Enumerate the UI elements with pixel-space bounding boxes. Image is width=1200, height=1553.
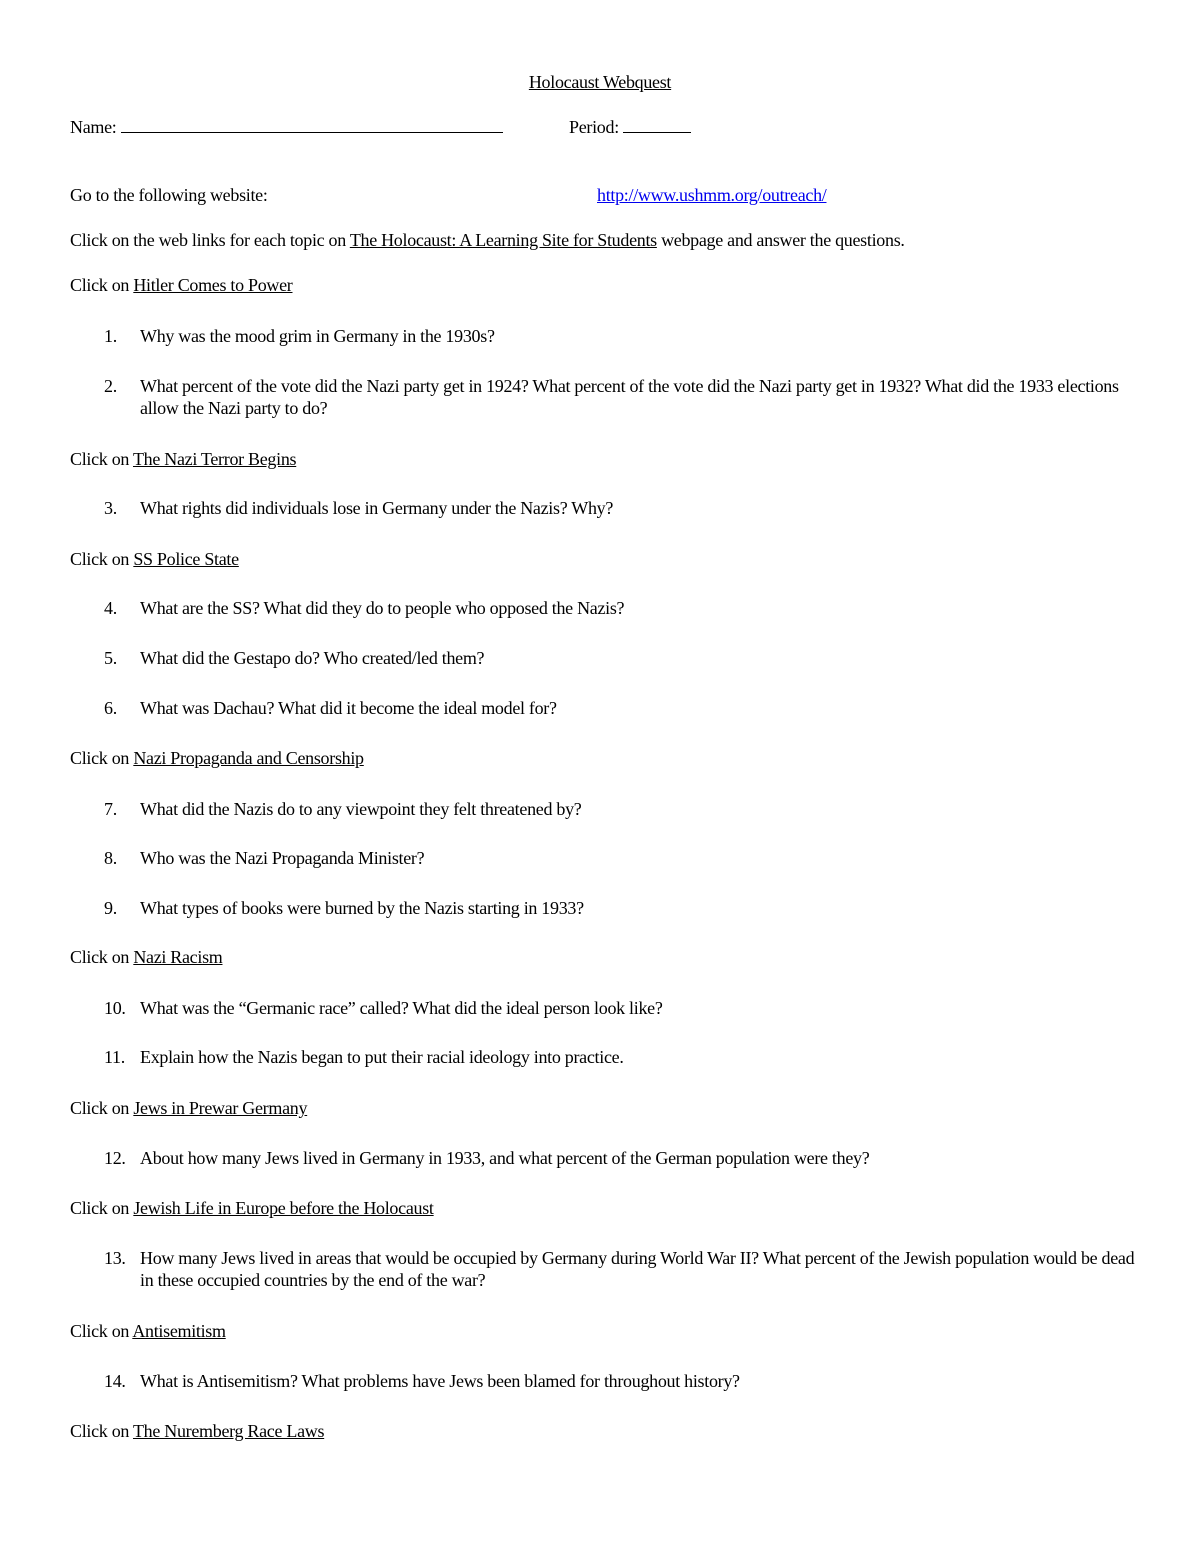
question-text: How many Jews lived in areas that would be occupied by Germany during World War II? What percent of the Jewish population would be dead in these occupied countries by the end of the war? (140, 1248, 1135, 1290)
topic-link[interactable]: Nazi Propaganda and Censorship (133, 748, 364, 768)
click-on-label: Click on (70, 1321, 133, 1341)
section-heading (70, 946, 222, 968)
go-to-text: Go to the following website: (70, 185, 268, 205)
question-item (104, 1147, 1144, 1169)
click-on-label: Click on (70, 1421, 133, 1441)
question-number: 3. (104, 498, 117, 518)
question-text: What types of books were burned by the Nazis starting in 1933? (140, 898, 584, 918)
name-field[interactable] (70, 116, 503, 138)
question-number: 4. (104, 598, 117, 618)
question-text: Explain how the Nazis began to put their racial ideology into practice. (140, 1047, 624, 1067)
section-heading (70, 747, 364, 769)
click-on-label: Click on (70, 549, 134, 569)
click-on-label: Click on (70, 275, 134, 295)
question-item (104, 597, 1144, 619)
topic-link[interactable]: Nazi Racism (133, 947, 223, 967)
question-item (104, 375, 1144, 419)
section-heading (70, 1097, 307, 1119)
section-heading (70, 548, 239, 570)
question-number: 14. (104, 1371, 126, 1391)
question-text: Why was the mood grim in Germany in the 1930s? (140, 326, 495, 346)
question-number: 9. (104, 898, 117, 918)
question-item (104, 1046, 1144, 1068)
question-number: 1. (104, 326, 117, 346)
question-item (104, 1247, 1144, 1291)
question-number: 2. (104, 376, 117, 396)
question-number: 10. (104, 998, 126, 1018)
question-number: 6. (104, 698, 117, 718)
topic-link[interactable]: Jews in Prewar Germany (133, 1098, 308, 1118)
question-number: 5. (104, 648, 117, 668)
name-label: Name: (70, 117, 117, 137)
question-text: What are the SS? What did they do to people who opposed the Nazis? (140, 598, 625, 618)
question-item (104, 497, 1144, 519)
section-heading (70, 448, 296, 470)
click-on-label: Click on (70, 748, 134, 768)
question-text: What rights did individuals lose in Germany under the Nazis? Why? (140, 498, 614, 518)
instructions (70, 229, 905, 251)
question-number: 11. (104, 1047, 125, 1067)
section-heading (70, 274, 293, 296)
click-on-label: Click on (70, 449, 133, 469)
question-item (104, 647, 1144, 669)
section-heading (70, 1320, 226, 1342)
topic-link[interactable]: The Nazi Terror Begins (132, 449, 297, 469)
question-text: What did the Gestapo do? Who created/led them? (140, 648, 485, 668)
topic-link[interactable]: SS Police State (133, 549, 239, 569)
question-text: What was the “Germanic race” called? What did the ideal person look like? (140, 998, 663, 1018)
website-link[interactable]: http://www.ushmm.org/outreach/ (597, 185, 827, 205)
period-label: Period: (569, 117, 619, 137)
question-number: 8. (104, 848, 117, 868)
question-text: Who was the Nazi Propaganda Minister? (140, 848, 425, 868)
question-number: 7. (104, 799, 117, 819)
topic-link[interactable]: Hitler Comes to Power (133, 275, 293, 295)
question-text: What was Dachau? What did it become the ideal model for? (140, 698, 557, 718)
learning-site-link[interactable]: The Holocaust: A Learning Site for Students (349, 230, 657, 250)
question-number: 12. (104, 1148, 126, 1168)
question-text: What is Antisemitism? What problems have Jews been blamed for throughout history? (140, 1371, 740, 1391)
question-number: 13. (104, 1248, 126, 1268)
topic-link[interactable]: Jewish Life in Europe before the Holocaust (133, 1198, 434, 1218)
question-item (104, 847, 1144, 869)
click-on-label: Click on (70, 1098, 134, 1118)
section-heading (70, 1420, 324, 1442)
question-text: About how many Jews lived in Germany in 1933, and what percent of the German population were they? (140, 1148, 870, 1168)
page-title: Holocaust Webquest (528, 72, 672, 92)
topic-link[interactable]: Antisemitism (132, 1321, 226, 1341)
question-text: What percent of the vote did the Nazi party get in 1924? What percent of the vote did the Nazi party get in 1932? What did the 1933 elections allow the Nazi party to do? (140, 376, 1119, 418)
question-text: What did the Nazis do to any viewpoint they felt threatened by? (140, 799, 582, 819)
click-on-label: Click on (70, 1198, 134, 1218)
question-item (104, 325, 1144, 347)
click-on-label: Click on (70, 947, 134, 967)
question-item (104, 897, 1144, 919)
question-item (104, 798, 1144, 820)
name-blank[interactable] (121, 116, 503, 133)
question-item (104, 697, 1144, 719)
topic-link[interactable]: The Nuremberg Race Laws (132, 1421, 325, 1441)
section-heading (70, 1197, 434, 1219)
question-item (104, 1370, 1144, 1392)
instructions-text-before: Click on the web links for each topic on (70, 230, 350, 250)
question-item (104, 997, 1144, 1019)
instructions-text-after: webpage and answer the questions. (656, 230, 905, 250)
period-field[interactable] (569, 116, 691, 138)
period-blank[interactable] (623, 116, 691, 133)
